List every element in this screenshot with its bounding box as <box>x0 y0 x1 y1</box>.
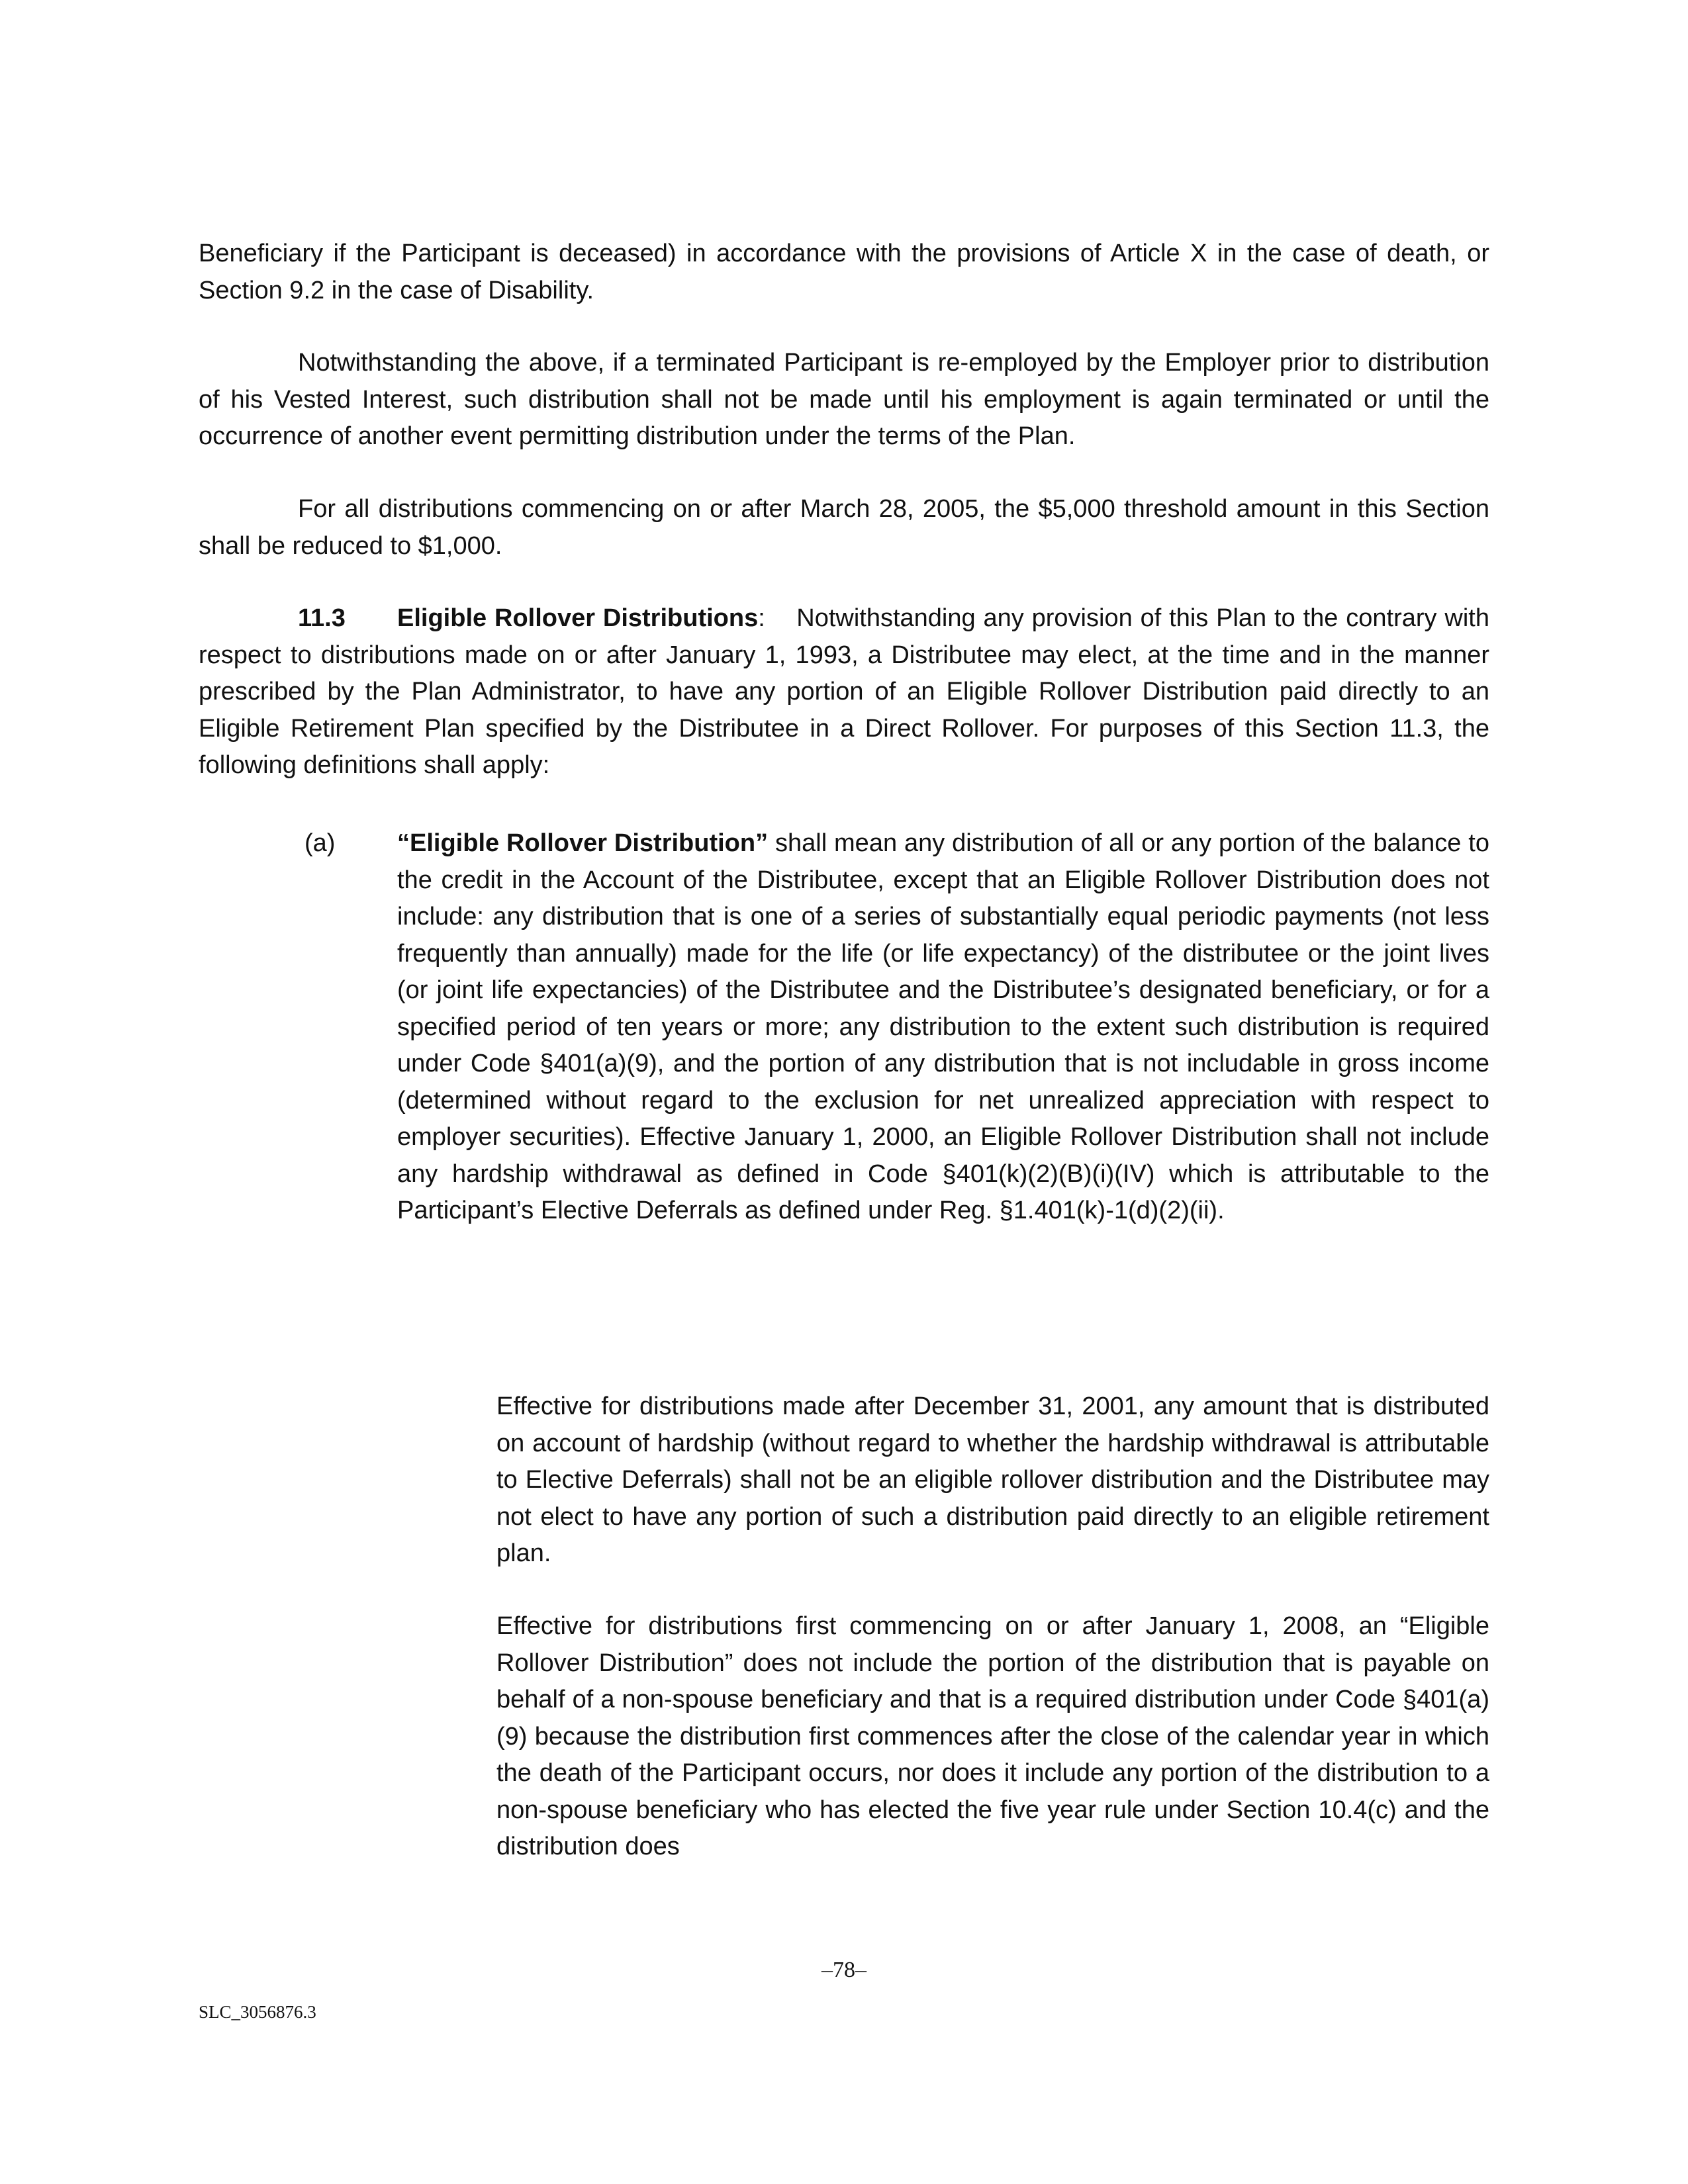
page-number: –78– <box>821 1958 867 1982</box>
paragraph-text: Beneficiary if the Participant is deceased) in accordance with the provisions of Article X in the case of death, or Section 9.2 in the case of Disability. <box>199 240 1489 304</box>
section-title-suffix: : <box>758 604 765 632</box>
non-spouse-paragraph: Effective for distributions first commencing on or after January 1, 2008, an “Eligible Rollover Distribution” does not include the portion of the distribution that is payable on behalf of a non-spouse beneficiary and that is a required distribution under Code §401(a)(9) because the distribution first commences after the close of the calendar year in which the death of the Participant occurs, nor does it include any portion of the distribution to a non-spouse beneficiary who has elected the five year rule under Section 10.4(c) and the distribution does <box>496 1612 1489 1860</box>
subsection-label: (a) <box>305 829 336 857</box>
hardship-paragraph: Effective for distributions made after December 31, 2001, any amount that is distributed on account of hardship (without regard to whether the hardship withdrawal is attributable to Elective Deferrals) shall not be an eligible rollover distribution and the Distributee may not elect to have any portion of such a distribution paid directly to an eligible retirement plan. <box>496 1392 1489 1567</box>
document-id: SLC_3056876.3 <box>199 2002 316 2022</box>
section-11-3 <box>199 600 1489 784</box>
section-paragraph <box>199 600 1489 784</box>
paragraph-threshold <box>199 491 1489 565</box>
paragraph-text: For all distributions commencing on or after March 28, 2005, the $5,000 threshold amount in this Section shall be reduced to $1,000. <box>199 495 1489 560</box>
section-number: 11.3 <box>298 604 346 632</box>
paragraph-continuation <box>199 236 1489 309</box>
section-text: Notwithstanding any provision of this Plan to the contrary with respect to distributions made on or after January 1, 1993, a Distributee may elect, at the time and in the manner prescribed by the Plan Administrator, to have any portion of an Eligible Rollover Distribution paid directly to an Eligible Retirement Plan specified by the Distributee in a Direct Rollover. For purposes of this Section 11.3, the following definitions shall apply: <box>199 604 1490 779</box>
section-title: Eligible Rollover Distributions <box>397 604 759 632</box>
definition-text: shall mean any distribution of all or any portion of the balance to the credit in the Account of the Distributee, except that an Eligible Rollover Distribution does not include: any distribution that is one of a series of substantially equal periodic payments (not less frequently than annually) made for the life (or life expectancy) of the distributee or the joint lives (or joint life expectancies) of the Distributee and the Distributee’s designated beneficiary, or for a specified period of ten years or more; any distribution to the extent such distribution is required under Code §401(a)(9), and the portion of any distribution that is not includable in gross income (determined without regard to the exclusion for net unrealized appreciation with respect to employer securities). Effective January 1, 2000, an Eligible Rollover Distribution shall not include any hardship withdrawal as defined in Code §401(k)(2)(B)(i)(IV) which is attributable to the Participant’s Elective Deferrals as defined under Reg. §1.401(k)-1(d)(2)(ii). <box>397 829 1489 1224</box>
subsection-a <box>305 825 1489 1230</box>
subsection-definition <box>397 825 1489 1230</box>
paragraph-text: Notwithstanding the above, if a terminated Participant is re-employed by the Employer prior to distribution of his Vested Interest, such distribution shall not be made until his employment is again terminated or until the occurrence of another event permitting distribution under the terms of the Plan. <box>199 349 1489 450</box>
paragraph-reemployment <box>199 345 1489 455</box>
defined-term: “Eligible Rollover Distribution” <box>397 829 769 857</box>
